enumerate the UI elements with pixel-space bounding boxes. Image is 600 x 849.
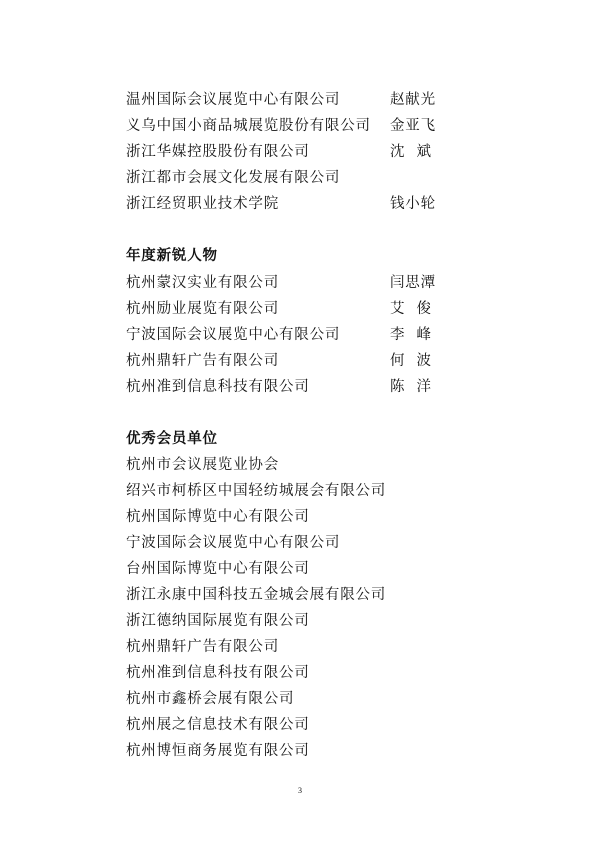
award-row xyxy=(126,322,446,348)
award-row xyxy=(126,374,446,400)
list-item: 绍兴市柯桥区中国轻纺城展会有限公司 xyxy=(126,483,387,499)
list-item: 杭州市鑫桥会展有限公司 xyxy=(126,691,295,707)
new-talent-list xyxy=(126,270,446,400)
award-row xyxy=(126,113,446,139)
organization-name: 浙江华媒控股股份有限公司 xyxy=(126,144,310,160)
list-item: 杭州博恒商务展览有限公司 xyxy=(126,743,310,759)
award-row xyxy=(126,139,446,165)
page-number: 3 xyxy=(298,786,302,795)
list-item: 杭州展之信息技术有限公司 xyxy=(126,717,310,733)
award-row xyxy=(126,270,446,296)
person-name: 李峰 xyxy=(390,327,443,343)
excellent-member-list xyxy=(126,452,456,764)
award-row xyxy=(126,348,446,374)
list-item: 宁波国际会议展览中心有限公司 xyxy=(126,535,341,551)
award-row xyxy=(126,87,446,113)
organization-name: 温州国际会议展览中心有限公司 xyxy=(126,92,341,108)
award-row xyxy=(126,296,446,322)
list-item: 台州国际博览中心有限公司 xyxy=(126,561,310,577)
section-heading-excellent-members: 优秀会员单位 xyxy=(126,431,218,447)
person-name: 陈洋 xyxy=(390,379,443,395)
person-name: 赵献光 xyxy=(390,92,436,108)
award-list-continued xyxy=(126,87,446,217)
award-row xyxy=(126,191,446,217)
list-item: 杭州国际博览中心有限公司 xyxy=(126,509,310,525)
person-name: 钱小轮 xyxy=(390,196,436,212)
section-heading-new-talent: 年度新锐人物 xyxy=(126,248,218,264)
person-name: 艾俊 xyxy=(390,301,443,317)
person-name: 沈斌 xyxy=(390,144,443,160)
list-item: 杭州准到信息科技有限公司 xyxy=(126,665,310,681)
person-name: 闫思潭 xyxy=(390,275,436,291)
organization-name: 杭州励业展览有限公司 xyxy=(126,301,279,317)
organization-name: 宁波国际会议展览中心有限公司 xyxy=(126,327,341,343)
organization-name: 杭州蒙汉实业有限公司 xyxy=(126,275,279,291)
list-item: 浙江永康中国科技五金城会展有限公司 xyxy=(126,587,387,603)
list-item: 杭州鼎轩广告有限公司 xyxy=(126,639,279,655)
list-item: 浙江德纳国际展览有限公司 xyxy=(126,613,310,629)
organization-name: 浙江都市会展文化发展有限公司 xyxy=(126,170,341,186)
organization-name: 杭州鼎轩广告有限公司 xyxy=(126,353,279,369)
organization-name: 义乌中国小商品城展览股份有限公司 xyxy=(126,118,371,134)
list-item: 杭州市会议展览业协会 xyxy=(126,457,279,473)
organization-name: 浙江经贸职业技术学院 xyxy=(126,196,279,212)
organization-name: 杭州准到信息科技有限公司 xyxy=(126,379,310,395)
person-name: 何波 xyxy=(390,353,443,369)
person-name: 金亚飞 xyxy=(390,118,436,134)
award-row xyxy=(126,165,446,191)
